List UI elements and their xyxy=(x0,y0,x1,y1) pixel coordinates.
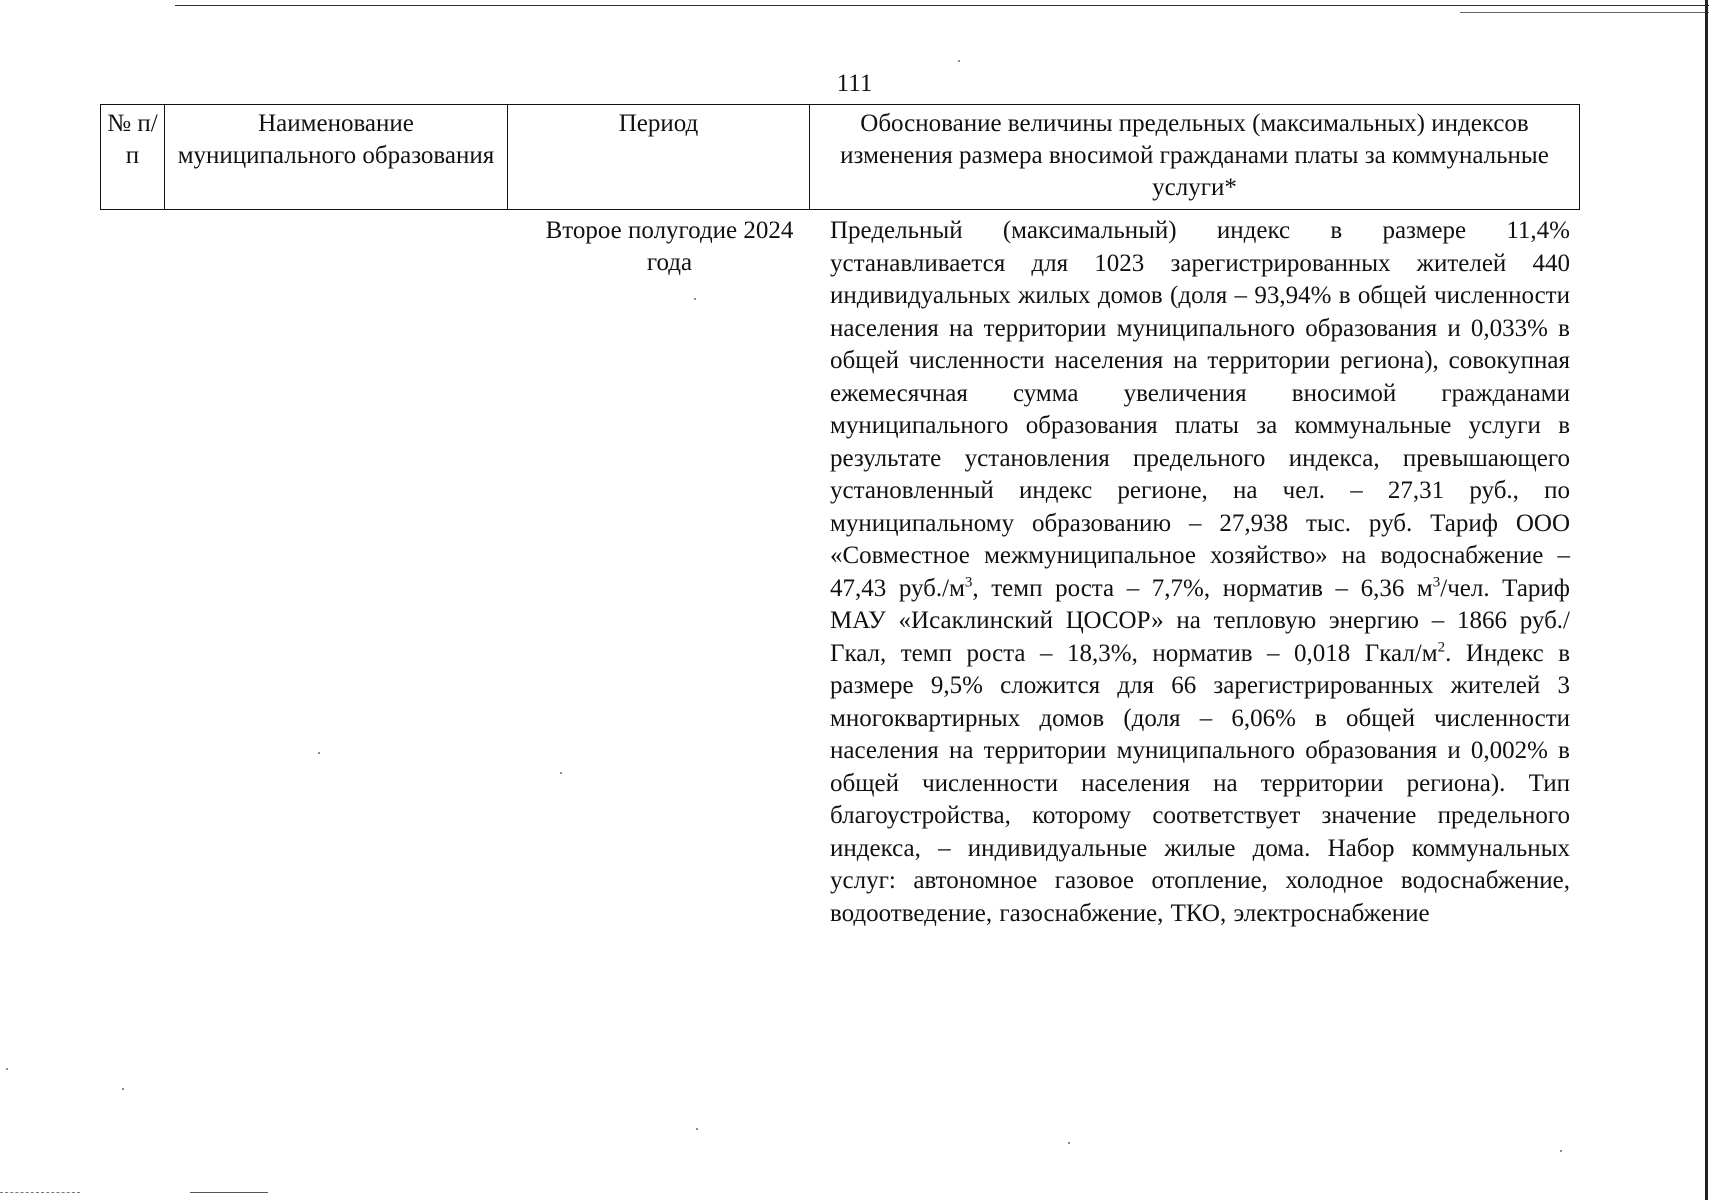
scan-speck xyxy=(1560,1150,1562,1152)
superscript-cubic: 3 xyxy=(1432,574,1441,591)
scan-speck xyxy=(122,1088,124,1090)
scan-artifact-right-edge xyxy=(1705,0,1708,1200)
justification-text-1: Предельный (максимальный) индекс в размере 11,4% устанавливается для 1023 зарегистрированных жителей 440 индивидуальных жилых домов (доля – 93,94% в общей численности населения на территории муниципального образования и 0,033% в общей численности населения на территории региона), совокупная ежемесячная сумма увеличения вносимой гражданами муниципального образования платы за коммунальные услуги в результате установления предельного индекса, превышающего установленный индекс регионe, на чел. – 27,31 руб., по муниципальному образованию – 27,938 тыс. руб. Тариф ООО «Совместное межмуниципальное хозяйство» на водоснабжение – 47,43 руб./м xyxy=(830,217,1570,602)
scan-artifact-top-line-2 xyxy=(1460,12,1709,13)
scan-artifact-top-line xyxy=(175,5,1709,6)
scan-artifact-bottom-line-2 xyxy=(0,1192,80,1193)
row-justification xyxy=(830,215,1570,930)
scan-speck xyxy=(1068,1142,1070,1144)
superscript-square: 2 xyxy=(1437,639,1446,656)
justification-text-2: , темп роста – 7,7%, норматив – 6,36 м xyxy=(972,574,1433,602)
page-number: 111 xyxy=(836,70,873,97)
header-period: Период xyxy=(508,105,810,210)
superscript-cubic: 3 xyxy=(964,574,973,591)
scan-speck xyxy=(318,752,320,754)
scan-speck xyxy=(6,1068,8,1070)
header-municipality: Наименование муниципального образования xyxy=(165,105,508,210)
scan-artifact-bottom-line xyxy=(190,1192,268,1193)
justification-text-3: /чел. Тариф МАУ «Исаклинский ЦОСОР» на тепловую энергию – 1866 руб./Гкал, темп роста – 18,3%, норматив – 0,018 Гкал/м xyxy=(830,574,1571,667)
scan-speck xyxy=(958,60,960,62)
row-period: Второе полугодие 2024 года xyxy=(545,217,794,276)
scan-speck xyxy=(560,772,562,774)
table-header xyxy=(100,104,1580,210)
justification-text-4: . Индекс в размере 9,5% сложится для 66 зарегистрированных жителей 3 многоквартирных домов (доля – 6,06% в общей численности населения на территории муниципального образования и 0,002% в общей численности населения на территории региона). Тип благоустройства, которому соответствует значение предельного индекса, – индивидуальные жилые дома. Набор коммунальных услуг: автономное газовое отопление, холодное водоснабжение, водоотведение, газоснабжение, ТКО, электроснабжение xyxy=(830,639,1570,927)
header-row xyxy=(101,105,1580,210)
header-num: № п/п xyxy=(101,105,165,210)
header-justification: Обоснование величины предельных (максимальных) индексов изменения размера вносимой гражданами платы за коммунальные услуги* xyxy=(810,105,1580,210)
scan-speck xyxy=(694,298,696,300)
scan-speck xyxy=(696,1128,698,1130)
